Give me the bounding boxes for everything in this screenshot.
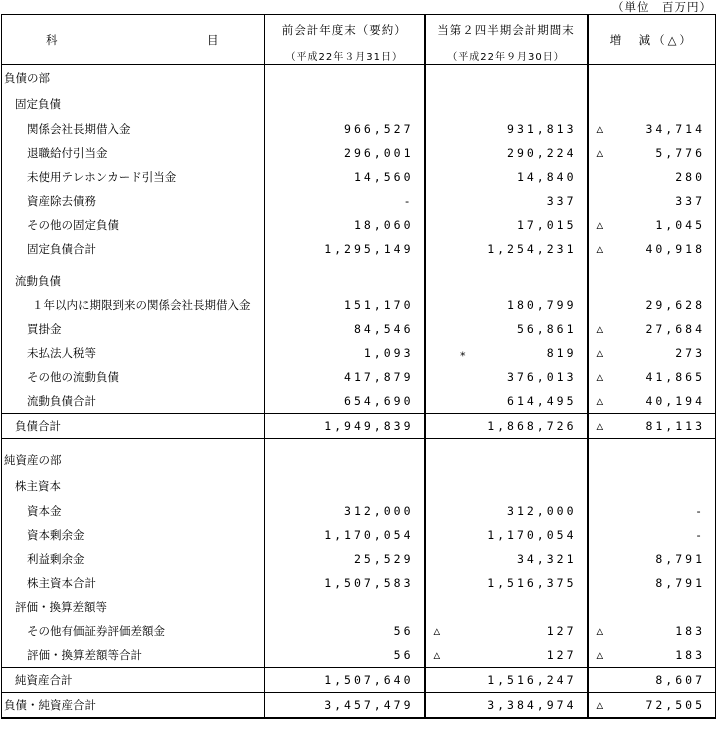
- diff-amount: [588, 473, 716, 499]
- note-mark: *: [459, 349, 470, 363]
- header-account-left: 科: [46, 33, 58, 47]
- diff-amount: [588, 693, 716, 719]
- diff-amount: [588, 668, 716, 693]
- curr-amount-value: 180,799: [507, 298, 577, 312]
- negative-mark: △: [596, 346, 607, 360]
- diff-amount-value: 41,865: [645, 370, 705, 384]
- account-label: 固定負債合計: [2, 237, 265, 261]
- curr-amount-value: 1,516,247: [487, 673, 577, 687]
- prev-amount-value: 14,560: [353, 170, 414, 184]
- table-row: [2, 619, 716, 643]
- negative-mark: △: [596, 624, 607, 638]
- account-label: 株主資本: [2, 473, 265, 499]
- account-label: 流動負債合計: [2, 389, 265, 414]
- unit-note: （単位 百万円）: [612, 0, 712, 14]
- curr-amount-value: 819: [546, 346, 577, 360]
- section-row: [2, 473, 716, 499]
- account-label: 評価・換算差額等合計: [2, 643, 265, 668]
- diff-amount-value: 8,791: [655, 552, 705, 566]
- curr-amount: [425, 571, 588, 595]
- header-prev-period: [265, 15, 425, 65]
- prev-amount-value: 312,000: [344, 504, 414, 518]
- prev-amount-value: 84,546: [353, 322, 414, 336]
- curr-amount: [425, 165, 588, 189]
- curr-amount-value: 56,861: [516, 322, 577, 336]
- table-row: [2, 117, 716, 141]
- curr-amount-value: 1,170,054: [487, 528, 577, 542]
- spacer-cell: [425, 261, 588, 269]
- curr-amount: [425, 65, 588, 92]
- prev-amount-value: 56: [393, 648, 414, 662]
- curr-amount-value: 931,813: [507, 122, 577, 136]
- prev-amount: [265, 619, 425, 643]
- account-label: 関係会社長期借入金: [2, 117, 265, 141]
- diff-amount-value: 29,628: [645, 298, 705, 312]
- curr-amount-value: 337: [546, 194, 577, 208]
- diff-amount-value: 40,918: [645, 242, 705, 256]
- prev-amount: [265, 595, 425, 619]
- prev-amount: [265, 499, 425, 523]
- prev-amount-value: 654,690: [344, 394, 414, 408]
- diff-amount: [588, 571, 716, 595]
- spacer-cell: [588, 439, 716, 448]
- table-row: [2, 523, 716, 547]
- table-row: [2, 237, 716, 261]
- section-row: [2, 91, 716, 117]
- account-label: 負債・純資産合計: [2, 693, 265, 719]
- curr-amount: [425, 341, 588, 365]
- curr-amount: [425, 141, 588, 165]
- table-row: [2, 547, 716, 571]
- curr-amount-value: 376,013: [507, 370, 577, 384]
- diff-amount-value: 183: [675, 648, 705, 662]
- prev-amount: [265, 293, 425, 317]
- negative-mark: △: [596, 698, 607, 712]
- total-row: [2, 693, 716, 719]
- negative-mark: △: [596, 322, 607, 336]
- table-row: [2, 293, 716, 317]
- curr-amount-value: 312,000: [507, 504, 577, 518]
- curr-amount-value: 3,384,974: [487, 698, 577, 712]
- curr-amount-value: 1,868,726: [487, 419, 577, 433]
- diff-amount: [588, 165, 716, 189]
- account-label: 純資産合計: [2, 668, 265, 693]
- header-diff: [588, 15, 716, 65]
- curr-amount: [425, 447, 588, 473]
- prev-amount: [265, 213, 425, 237]
- curr-amount: [425, 317, 588, 341]
- header-prev-date: （平成22年３月31日）: [285, 52, 403, 63]
- table-row: [2, 365, 716, 389]
- curr-amount-value: 290,224: [507, 146, 577, 160]
- spacer-cell: [2, 439, 265, 448]
- curr-amount: [425, 117, 588, 141]
- diff-amount: [588, 317, 716, 341]
- header-account: [2, 15, 265, 65]
- header-curr-date: （平成22年９月30日）: [447, 52, 565, 63]
- table-row: [2, 213, 716, 237]
- spacer-cell: [2, 261, 265, 269]
- diff-amount-value: 8,791: [655, 576, 705, 590]
- account-label: 利益剰余金: [2, 547, 265, 571]
- account-label: 退職給付引当金: [2, 141, 265, 165]
- negative-mark: △: [596, 218, 607, 232]
- account-label: その他有価証券評価差額金: [2, 619, 265, 643]
- curr-amount: [425, 414, 588, 439]
- header-row: [2, 15, 716, 65]
- account-label: 流動負債: [2, 269, 265, 293]
- curr-amount: [425, 269, 588, 293]
- header-curr-title: 当第２四半期会計期間末: [437, 23, 575, 37]
- table-row: [2, 571, 716, 595]
- prev-amount: [265, 643, 425, 668]
- curr-amount: [425, 189, 588, 213]
- curr-amount-value: 127: [546, 624, 577, 638]
- prev-amount: [265, 414, 425, 439]
- prev-amount: [265, 91, 425, 117]
- negative-mark: △: [433, 648, 444, 662]
- negative-mark: △: [596, 242, 607, 256]
- table-row: [2, 643, 716, 668]
- account-label: 未払法人税等: [2, 341, 265, 365]
- diff-amount: [588, 117, 716, 141]
- table-row: [2, 141, 716, 165]
- curr-amount: [425, 213, 588, 237]
- header-prev-title: 前会計年度末（要約）: [281, 23, 407, 37]
- diff-amount: [588, 213, 716, 237]
- table-row: [2, 595, 716, 619]
- account-label: 純資産の部: [2, 447, 265, 473]
- account-label: 資本剰余金: [2, 523, 265, 547]
- negative-mark: △: [596, 146, 607, 160]
- diff-amount: [588, 447, 716, 473]
- prev-amount-value: 296,001: [344, 146, 414, 160]
- diff-amount-value: 273: [675, 346, 705, 360]
- curr-amount: [425, 547, 588, 571]
- account-label: １年以内に期限到来の関係会社長期借入金: [2, 293, 265, 317]
- spacer-cell: [265, 439, 425, 448]
- prev-amount: [265, 365, 425, 389]
- prev-amount-value: 1,949,839: [324, 419, 414, 433]
- prev-amount: [265, 317, 425, 341]
- negative-mark: △: [596, 370, 607, 384]
- prev-amount: [265, 65, 425, 92]
- diff-amount: [588, 523, 716, 547]
- account-label: 買掛金: [2, 317, 265, 341]
- account-label: 固定負債: [2, 91, 265, 117]
- negative-mark: △: [596, 648, 607, 662]
- curr-amount-value: 14,840: [516, 170, 577, 184]
- diff-amount-value: 5,776: [655, 146, 705, 160]
- curr-amount: [425, 365, 588, 389]
- prev-amount-value: 417,879: [344, 370, 414, 384]
- curr-amount: [425, 237, 588, 261]
- diff-amount: [588, 389, 716, 414]
- curr-amount: [425, 389, 588, 414]
- diff-amount: [588, 643, 716, 668]
- prev-amount: [265, 141, 425, 165]
- spacer-cell: [265, 261, 425, 269]
- prev-amount-value: 966,527: [344, 122, 414, 136]
- curr-amount: [425, 91, 588, 117]
- account-label: 資本金: [2, 499, 265, 523]
- curr-amount-value: 34,321: [516, 552, 577, 566]
- account-label: 評価・換算差額等: [2, 595, 265, 619]
- diff-amount-value: 1,045: [655, 218, 705, 232]
- table-row: [2, 189, 716, 213]
- header-account-right: 目: [207, 33, 219, 47]
- total-row: [2, 414, 716, 439]
- prev-amount: [265, 189, 425, 213]
- diff-amount-value: 72,505: [645, 698, 705, 712]
- negative-mark: △: [433, 624, 444, 638]
- table-row: [2, 499, 716, 523]
- prev-amount: [265, 547, 425, 571]
- diff-amount: [588, 619, 716, 643]
- prev-amount-value: 56: [393, 624, 414, 638]
- diff-amount: [588, 414, 716, 439]
- prev-amount-value: 1,093: [363, 346, 414, 360]
- diff-amount: [588, 293, 716, 317]
- table-row: [2, 317, 716, 341]
- spacer-row: [2, 439, 716, 448]
- negative-mark: △: [596, 122, 607, 136]
- curr-amount: [425, 473, 588, 499]
- prev-amount-value: 1,507,583: [324, 576, 414, 590]
- prev-amount: [265, 389, 425, 414]
- prev-amount-value: -: [403, 194, 414, 208]
- table-row: [2, 165, 716, 189]
- curr-amount-value: 1,254,231: [487, 242, 577, 256]
- account-label: その他の固定負債: [2, 213, 265, 237]
- prev-amount: [265, 571, 425, 595]
- diff-amount: [588, 341, 716, 365]
- diff-amount-value: 27,684: [645, 322, 705, 336]
- curr-amount: [425, 499, 588, 523]
- prev-amount: [265, 523, 425, 547]
- diff-amount: [588, 269, 716, 293]
- diff-amount: [588, 65, 716, 92]
- total-row: [2, 668, 716, 693]
- prev-amount: [265, 668, 425, 693]
- spacer-cell: [425, 439, 588, 448]
- negative-mark: △: [596, 394, 607, 408]
- curr-amount: [425, 619, 588, 643]
- diff-amount: [588, 499, 716, 523]
- diff-amount-value: 81,113: [645, 419, 705, 433]
- account-label: その他の流動負債: [2, 365, 265, 389]
- curr-amount: [425, 293, 588, 317]
- prev-amount: [265, 165, 425, 189]
- prev-amount-value: 18,060: [353, 218, 414, 232]
- negative-mark: △: [596, 419, 607, 433]
- section-row: [2, 447, 716, 473]
- prev-amount-value: 1,295,149: [324, 242, 414, 256]
- spacer-row: [2, 261, 716, 269]
- diff-amount: [588, 365, 716, 389]
- prev-amount: [265, 237, 425, 261]
- account-label: 資産除去債務: [2, 189, 265, 213]
- curr-amount: [425, 595, 588, 619]
- diff-amount-value: -: [695, 504, 705, 518]
- curr-amount-value: 614,495: [507, 394, 577, 408]
- curr-amount: [425, 643, 588, 668]
- diff-amount-value: 337: [675, 194, 705, 208]
- curr-amount: [425, 523, 588, 547]
- header-diff-title: 増 減（△）: [609, 32, 694, 47]
- diff-amount: [588, 237, 716, 261]
- table-row: [2, 341, 716, 365]
- prev-amount-value: 25,529: [353, 552, 414, 566]
- diff-amount-value: -: [695, 528, 705, 542]
- diff-amount: [588, 189, 716, 213]
- diff-amount-value: 8,607: [655, 673, 705, 687]
- account-label: 未使用テレホンカード引当金: [2, 165, 265, 189]
- diff-amount-value: 280: [675, 170, 705, 184]
- curr-amount-value: 17,015: [516, 218, 577, 232]
- account-label: 株主資本合計: [2, 571, 265, 595]
- spacer-cell: [588, 261, 716, 269]
- curr-amount: [425, 668, 588, 693]
- section-row: [2, 65, 716, 92]
- diff-amount-value: 40,194: [645, 394, 705, 408]
- prev-amount: [265, 341, 425, 365]
- prev-amount: [265, 269, 425, 293]
- diff-amount: [588, 595, 716, 619]
- diff-amount: [588, 91, 716, 117]
- diff-amount: [588, 141, 716, 165]
- prev-amount: [265, 693, 425, 719]
- table-row: [2, 389, 716, 414]
- balance-sheet-table: [1, 14, 716, 719]
- diff-amount-value: 34,714: [645, 122, 705, 136]
- diff-amount-value: 183: [675, 624, 705, 638]
- curr-amount-value: 127: [546, 648, 577, 662]
- prev-amount-value: 3,457,479: [324, 698, 414, 712]
- header-curr-period: [425, 15, 588, 65]
- diff-amount: [588, 547, 716, 571]
- curr-amount: [425, 693, 588, 719]
- account-label: 負債の部: [2, 65, 265, 92]
- prev-amount-value: 1,170,054: [324, 528, 414, 542]
- table-row: [2, 269, 716, 293]
- prev-amount-value: 1,507,640: [324, 673, 414, 687]
- curr-amount-value: 1,516,375: [487, 576, 577, 590]
- prev-amount: [265, 117, 425, 141]
- prev-amount-value: 151,170: [344, 298, 414, 312]
- prev-amount: [265, 447, 425, 473]
- account-label: 負債合計: [2, 414, 265, 439]
- prev-amount: [265, 473, 425, 499]
